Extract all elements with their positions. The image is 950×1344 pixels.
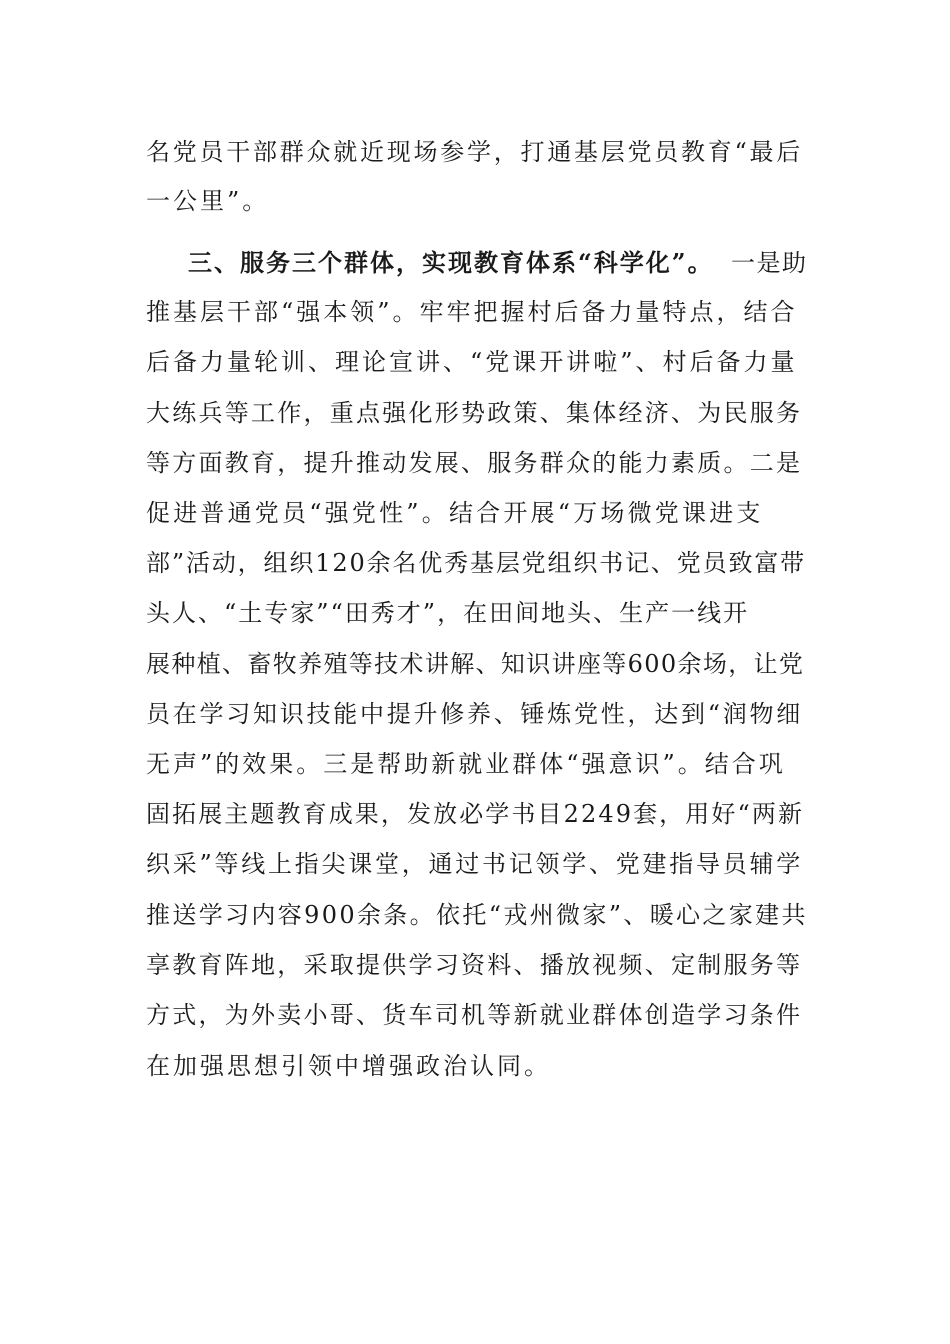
paragraph-text: 推送学习内容900余条。依托“戎州微家”、暖心之家建共: [146, 901, 808, 929]
paragraph-text: 织采”等线上指尖课堂，通过书记领学、党建指导员辅学: [146, 850, 804, 878]
paragraph-line: [0, 895, 950, 935]
paragraph-text: 部”活动，组织120余名优秀基层党组织书记、党员致富带: [146, 549, 807, 577]
paragraph-line: [0, 644, 950, 684]
paragraph-line: [0, 694, 950, 734]
paragraph-line: [0, 181, 950, 221]
paragraph-text: 大练兵等工作，重点强化形势政策、集体经济、为民服务: [146, 399, 803, 427]
paragraph-text: 后备力量轮训、理论宣讲、“党课开讲啦”、村后备力量: [146, 348, 798, 376]
paragraph-line: [0, 794, 950, 834]
paragraph-text: 享教育阵地，采取提供学习资料、播放视频、定制服务等: [146, 951, 803, 979]
paragraph-text: 方式，为外卖小哥、货车司机等新就业群体创造学习条件: [146, 1001, 803, 1029]
paragraph-text: 在加强思想引领中增强政治认同。: [146, 1052, 551, 1080]
paragraph-line: [0, 945, 950, 985]
section-heading: 三、服务三个群体，实现教育体系“科学化”。: [188, 248, 714, 277]
paragraph-text: 一是助: [731, 249, 808, 277]
paragraph-text: 员在学习知识技能中提升修养、锤炼党性，达到“润物细: [146, 700, 804, 728]
paragraph-text: 促进普通党员“强党性”。结合开展“万场微党课进支: [146, 499, 764, 527]
paragraph-text: 固拓展主题教育成果，发放必学书目2249套，用好“两新: [146, 800, 805, 828]
paragraph-text: 展种植、畜牧养殖等技术讲解、知识讲座等600余场，让党: [146, 650, 805, 678]
paragraph-text: 无声”的效果。三是帮助新就业群体“强意识”。结合巩: [146, 750, 786, 778]
paragraph-line: [0, 1046, 950, 1086]
paragraph-line: [0, 995, 950, 1035]
section-heading-line: [0, 243, 950, 283]
paragraph-line: [0, 493, 950, 533]
paragraph-text: 一公里”。: [146, 187, 270, 215]
paragraph-line: [0, 844, 950, 884]
paragraph-line: [0, 744, 950, 784]
paragraph-line: [0, 292, 950, 332]
paragraph-line: [0, 443, 950, 483]
paragraph-line: [0, 342, 950, 382]
paragraph-line: [0, 543, 950, 583]
paragraph-text: 推基层干部“强本领”。牢牢把握村后备力量特点，结合: [146, 298, 798, 326]
paragraph-text: 头人、“土专家”“田秀才”，在田间地头、生产一线开: [146, 599, 750, 627]
paragraph-line: [0, 132, 950, 172]
paragraph-text: 名党员干部群众就近现场参学，打通基层党员教育“最后: [146, 138, 804, 166]
paragraph-line: [0, 393, 950, 433]
paragraph-line: [0, 593, 950, 633]
paragraph-text: 等方面教育，提升推动发展、服务群众的能力素质。二是: [146, 449, 803, 477]
